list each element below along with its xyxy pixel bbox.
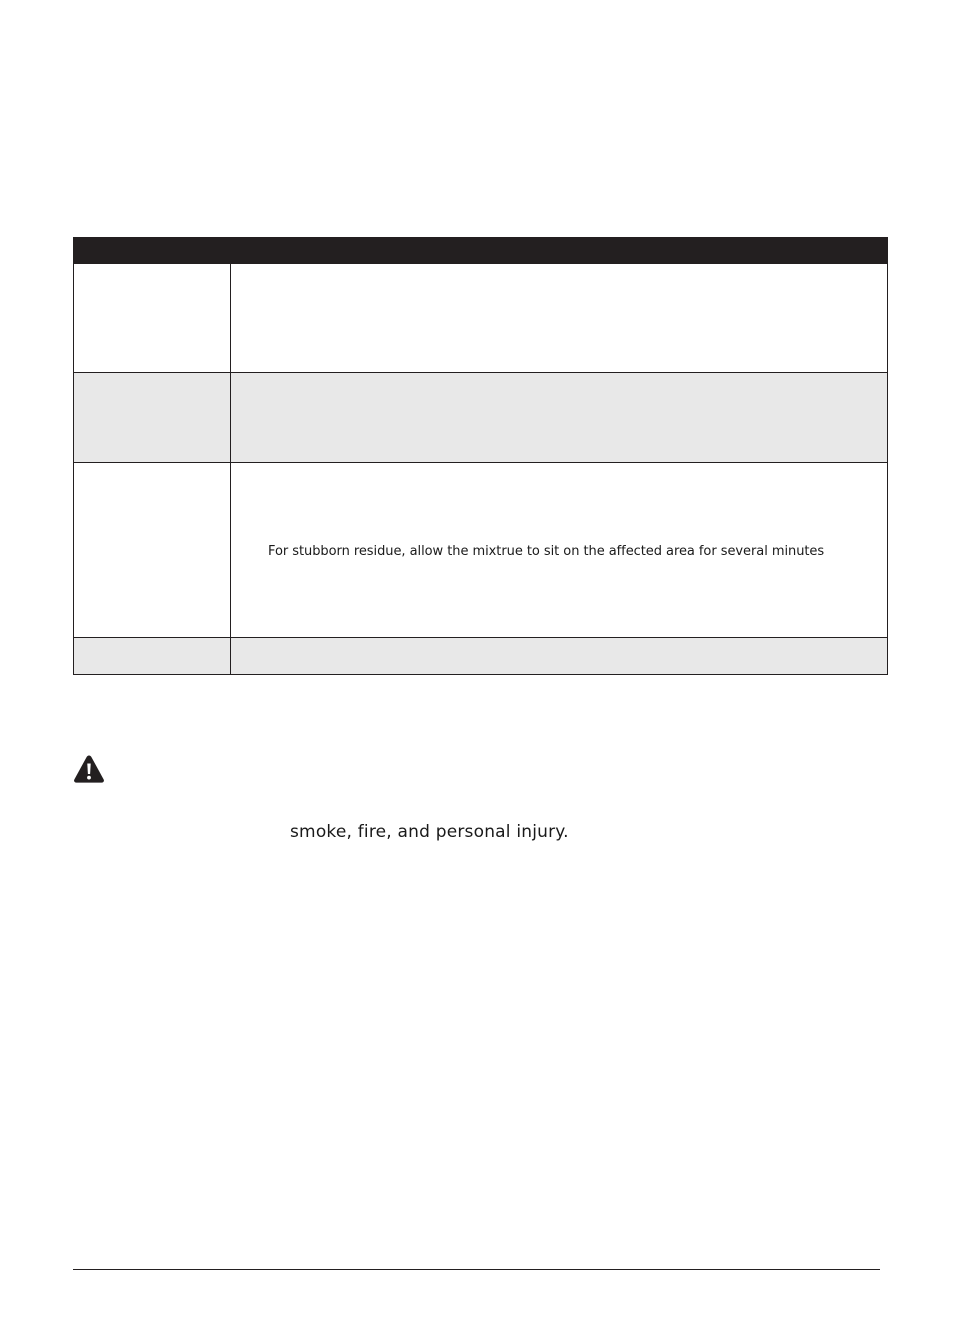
table-cell-instructions (231, 638, 888, 675)
header-cell-instructions (231, 238, 888, 264)
warning-text: smoke, fire, and personal injury. (290, 822, 569, 842)
table-cell-part (74, 373, 231, 463)
table-row (74, 463, 888, 638)
footer-rule (73, 1269, 880, 1270)
header-cell-part (74, 238, 231, 264)
cleaning-table (73, 237, 888, 675)
warning-triangle-icon (73, 754, 105, 784)
table-cell-part (74, 638, 231, 675)
table-cell-part (74, 264, 231, 373)
table-row (74, 373, 888, 463)
table-row (74, 638, 888, 675)
residue-note-text: For stubborn residue, allow the mixtrue to sit on the affected area for several minutes (268, 544, 825, 559)
table-row (74, 264, 888, 373)
table-cell-instructions (231, 373, 888, 463)
cell-content (231, 463, 887, 637)
table-cell-instructions (231, 463, 888, 638)
table-cell-instructions (231, 264, 888, 373)
table-header-row (74, 238, 888, 264)
table-cell-part (74, 463, 231, 638)
